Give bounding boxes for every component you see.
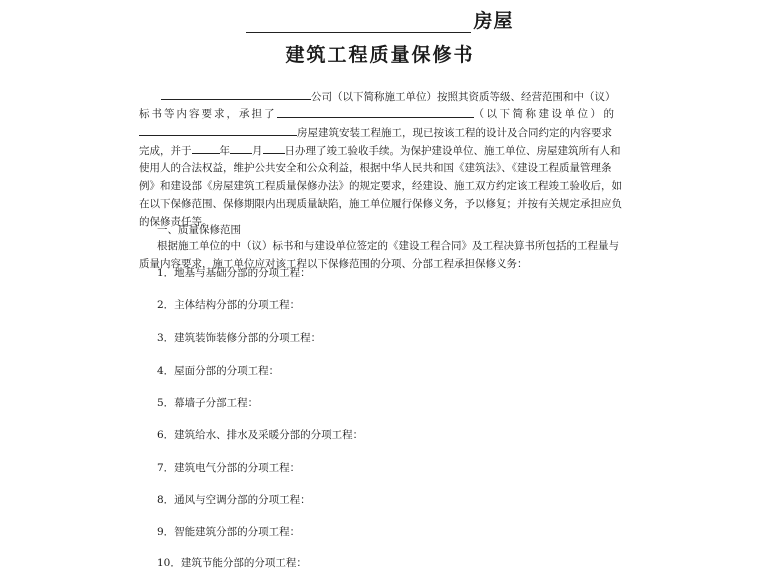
project-blank <box>139 123 297 136</box>
day-blank <box>263 141 285 154</box>
list-item: 6．建筑给水、排水及采暖分部的分项工程： <box>157 429 364 441</box>
list-item: 4．屋面分部的分项工程： <box>157 365 280 377</box>
list-item: 9．智能建筑分部的分项工程： <box>157 526 301 538</box>
list-item: 7．建筑电气分部的分项工程： <box>157 462 301 474</box>
list-item: 2．主体结构分部的分项工程： <box>157 299 301 311</box>
month-blank <box>230 141 252 154</box>
list-item: 1．地基与基础分部的分项工程： <box>157 267 311 279</box>
intro-line-1 <box>139 87 614 105</box>
list-item: 5．幕墙子分部工程： <box>157 397 259 409</box>
list-item: 10．建筑节能分部的分项工程： <box>157 557 307 569</box>
year-blank <box>192 141 220 154</box>
title-suffix: 房屋 <box>473 10 514 32</box>
document-title-line <box>0 6 760 33</box>
intro-line-7: 在以下保修范围、保修期限内出现质量缺陷，施工单位履行保修义务，予以修复；并按有关规定承担应负 <box>139 198 622 210</box>
intro-line-2-a: 标书等内容要求，承担了 <box>139 108 277 120</box>
section-line-2: 质量内容要求，施工单位应对该工程以下保修范围的分项、分部工程承担保修义务： <box>139 258 528 270</box>
intro-line-5: 使用人的合法权益，维护公共安全和公众利益，根据中华人民共和国《建筑法》、《建设工程质量管理条 <box>139 162 612 174</box>
intro-line-4 <box>139 141 621 159</box>
intro-line-2 <box>139 105 614 123</box>
intro-line-3-text: 房屋建筑安装工程施工，现已按该工程的设计及合同约定的内容要求 <box>297 127 612 139</box>
section-line-1: 根据施工单位的中（议）标书和与建设单位签定的《建设工程合同》及工程决算书所包括的工程量与 <box>157 240 619 252</box>
intro-line-4-a: 完成，并于 <box>139 145 192 157</box>
list-item: 8．通风与空调分部的分项工程： <box>157 494 311 506</box>
intro-paragraph <box>139 87 622 231</box>
intro-line-6: 例》和建设部《房屋建筑工程质量保修办法》的规定要求，经建设、施工双方约定该工程竣工验收后，如 <box>139 180 622 192</box>
document-title: 建筑工程质量保修书 <box>285 44 475 66</box>
intro-line-1-text: 公司（以下简称施工单位）按照其资质等级、经营范围和中（议） <box>311 91 616 103</box>
section-heading: 一、质量保修范围 <box>157 224 241 236</box>
list-item: 3．建筑装饰装修分部的分项工程： <box>157 332 322 344</box>
intro-line-2-c: 的 <box>603 108 614 120</box>
intro-line-4-c: 月 <box>252 145 263 157</box>
contractor-name-blank <box>161 87 311 100</box>
intro-line-8: 的保修责任等。 <box>139 216 213 228</box>
intro-line-3 <box>139 123 614 141</box>
intro-line-2-b: （以下简称建设单位） <box>473 108 604 120</box>
intro-line-4-d: 日办理了竣工验收手续。为保护建设单位、施工单位、房屋建筑所有人和 <box>284 145 621 157</box>
client-name-blank <box>277 105 474 118</box>
project-name-blank <box>246 14 471 33</box>
intro-line-4-b: 年 <box>219 145 230 157</box>
